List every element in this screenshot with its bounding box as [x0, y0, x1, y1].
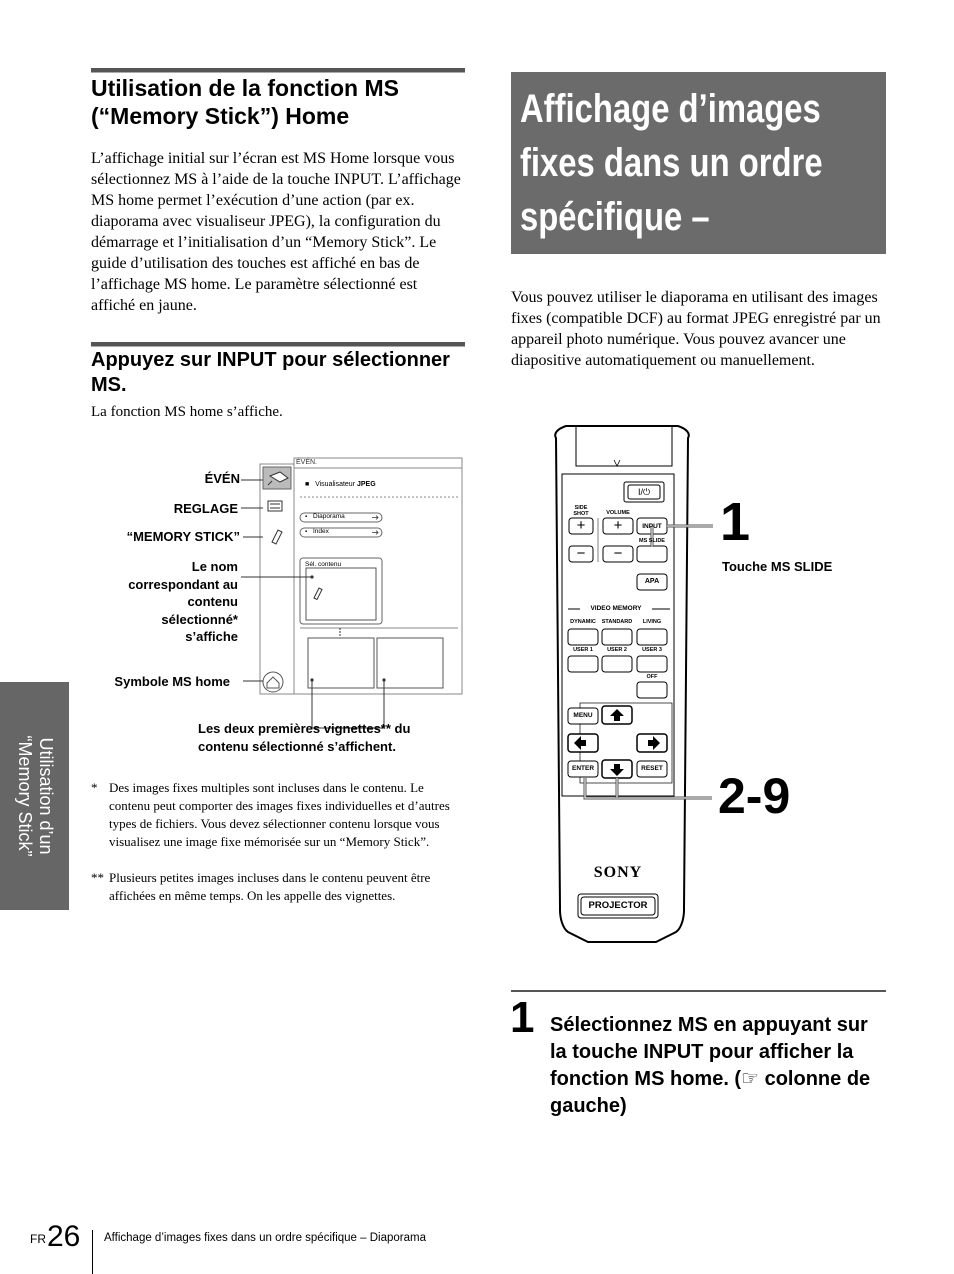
touche-ms-slide-label: Touche MS SLIDE	[722, 559, 833, 574]
living-button[interactable]	[637, 629, 667, 645]
video-memory-label: VIDEO MEMORY	[590, 605, 642, 612]
sony-logo: SONY	[593, 864, 643, 881]
heading-rule-top	[91, 68, 465, 73]
label-thumbnails: Les deux premières vignettes** du contenu sélectionné s’affichent.	[198, 721, 411, 754]
user3-label: USER 3	[642, 647, 662, 653]
dynamic-button[interactable]	[568, 629, 598, 645]
label-content-name: Le nom correspondant au contenu sélectionné* s’affiche	[128, 559, 238, 644]
remote-control	[540, 420, 890, 960]
volume-minus-button[interactable]: −	[613, 545, 623, 562]
viewer-line	[305, 481, 376, 488]
apa-button[interactable]: APA	[644, 578, 660, 585]
footer-running-title: Affichage d’images fixes dans un ordre spécifique – Diaporama	[104, 1232, 426, 1244]
page-number: 26	[47, 1220, 81, 1253]
menu-button[interactable]: MENU	[573, 712, 593, 719]
footer-lang: FR	[30, 1232, 46, 1246]
user2-label: USER 2	[607, 647, 627, 653]
input-button[interactable]: INPUT	[642, 523, 662, 530]
viewer-bullet: ■	[305, 481, 310, 488]
footnote-2-mark: **	[91, 870, 104, 885]
footnote-1-mark: *	[91, 780, 98, 795]
diaporama-paragraph: Vous pouvez utiliser le diaporama en utilisant des images fixes (compatible DCF) au format JPEG enregistré par un appareil photo numérique. Vous pouvez avancer une diapositive automatiquement ou manuellement.	[511, 289, 881, 369]
side-shot-plus-button[interactable]: +	[576, 517, 586, 534]
right-arrow-button[interactable]	[637, 734, 667, 752]
screen-tab-label: ÉVÉN.	[296, 459, 318, 466]
side-tab-line-2: “Memory Stick”	[14, 735, 35, 857]
callout-1: 1	[720, 492, 751, 552]
user3-button[interactable]	[637, 656, 667, 672]
living-label: LIVING	[642, 619, 662, 625]
step-rule	[511, 990, 886, 992]
ms-home-note: La fonction MS home s’affiche.	[91, 404, 283, 420]
label-memory-stick: “MEMORY STICK”	[126, 529, 240, 544]
enter-button[interactable]: ENTER	[571, 765, 595, 772]
side-shot-label: SIDE SHOT	[573, 505, 589, 517]
left-arrow-button[interactable]	[568, 734, 598, 752]
callout-2-9: 2-9	[718, 768, 791, 824]
subheading-press-input: Appuyez sur INPUT pour sélectionner MS.	[91, 349, 450, 396]
volume-label: VOLUME	[606, 510, 630, 516]
step-1-text	[550, 1012, 890, 1120]
down-arrow-button[interactable]	[602, 760, 632, 778]
viewer-jpeg: JPEG	[356, 481, 376, 488]
index-button[interactable]	[305, 528, 329, 535]
title-banner	[511, 72, 886, 293]
user1-label: USER 1	[573, 647, 593, 653]
thumbnail-2	[377, 638, 443, 688]
slideshow-icon: ▪	[305, 514, 308, 520]
footnote-2: Plusieurs petites images incluses dans le contenu peuvent être affichées en même temps. On les appelle des vignettes.	[109, 870, 431, 903]
pointing-hand-icon: ☞	[741, 1068, 760, 1090]
diaporama-button[interactable]	[305, 513, 345, 520]
banner-title: Affichage d’images fixes dans un ordre spécifique – Diaporama	[520, 87, 823, 293]
footnote-1: Des images fixes multiples sont incluses dans le contenu. Le contenu peut comporter des images fixes individuelles et d’autres types de fichiers. Vous devez sélectionner contenu lorsque vous visualisez une image fixe mémorisée sur un “Memory Stick”.	[109, 780, 450, 849]
standard-button[interactable]	[602, 629, 632, 645]
memory-stick-icon	[272, 530, 282, 544]
user2-button[interactable]	[602, 656, 632, 672]
step-1-text-tail: colonne de gauche)	[550, 1068, 871, 1117]
label-even: ÉVÉN	[204, 471, 240, 486]
power-button[interactable]: I/⏻	[637, 487, 651, 497]
side-shot-minus-button[interactable]: −	[576, 545, 586, 562]
step-number-1: 1	[510, 993, 535, 1042]
user1-button[interactable]	[568, 656, 598, 672]
ms-slide-button[interactable]	[637, 546, 667, 562]
label-ms-home-symbol: Symbole MS home	[114, 674, 230, 689]
off-label: OFF	[646, 674, 658, 680]
dynamic-label: DYNAMIC	[570, 619, 596, 625]
index-label: Index	[312, 528, 329, 535]
ms-slide-label: MS SLIDE	[639, 538, 665, 544]
footer-divider	[92, 1230, 93, 1274]
up-arrow-button[interactable]	[602, 706, 632, 724]
intro-paragraph: L’affichage initial sur l’écran est MS Home lorsque vous sélectionnez MS à l’aide de la touche INPUT. L’affichage MS home permet l’exécution d’une action (par ex. diaporama avec visualiseur JPEG), la configuration du démarrage et l’initialisation d’un “Memory Stick”. Le guide d’utilisation des touches est affiché en bas de l’affichage MS home. Le paramètre sélectionné est affiché en jaune.	[91, 150, 461, 314]
step-1-text-main: Sélectionnez MS en appuyant sur la touche INPUT pour afficher la fonction MS home. (	[550, 1014, 868, 1090]
diaporama-label: Diaporama	[312, 513, 345, 520]
chapter-side-tab	[0, 682, 69, 910]
heading-rule-mid	[91, 342, 465, 347]
ms-home-symbol-icon	[263, 672, 283, 692]
volume-plus-button[interactable]: +	[613, 517, 623, 534]
viewer-prefix: Visualisateur	[315, 481, 357, 488]
label-reglage: REGLAGE	[173, 501, 238, 516]
standard-label: STANDARD	[601, 619, 633, 625]
reset-button[interactable]: RESET	[641, 765, 663, 772]
section-heading-ms-home: Utilisation de la fonction MS (“Memory Stick”) Home	[91, 75, 399, 129]
side-tab-line-1: Utilisation d’un	[35, 737, 56, 855]
projector-label: PROJECTOR	[588, 900, 648, 911]
content-select-label: Sél. contenu	[305, 561, 342, 568]
off-button[interactable]	[637, 682, 667, 698]
reglage-icon	[268, 501, 282, 511]
index-icon: ▪	[305, 529, 308, 535]
thumbnail-1	[308, 638, 374, 688]
